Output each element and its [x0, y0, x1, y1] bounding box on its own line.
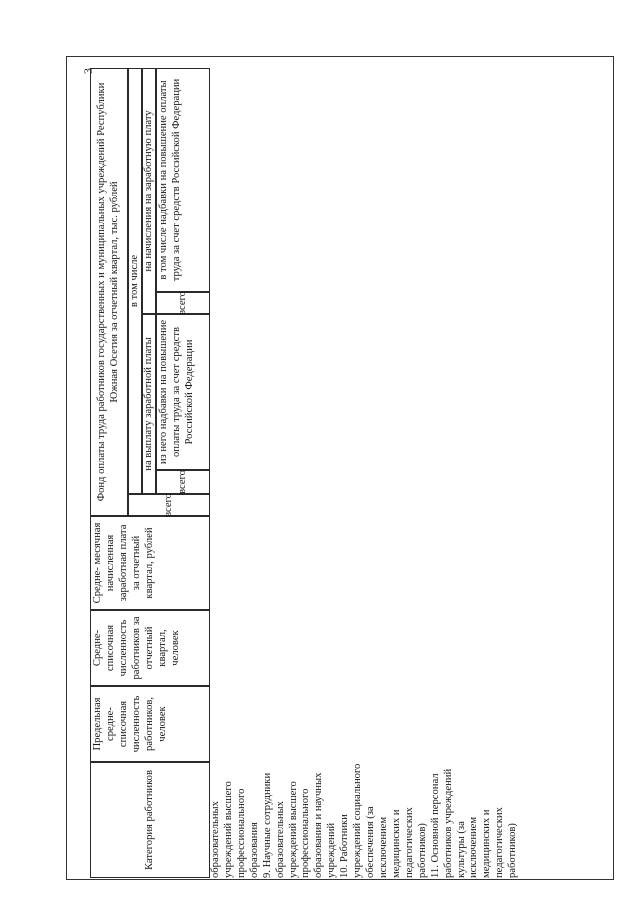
category-line: учреждений высшего	[222, 781, 234, 878]
category-line: работников)	[416, 823, 428, 878]
category-line: образования	[248, 822, 260, 878]
category-line: исключением	[377, 816, 389, 878]
header-accrual-raise: в том числе надбавки на повышение оплаты труда за счет средств Российской Федерации	[156, 68, 210, 292]
header-category: Категория работников	[90, 762, 210, 878]
category-line: образовательных	[210, 801, 221, 878]
category-line: 11. Основной персонал	[429, 773, 441, 878]
header-including: в том числе	[128, 68, 142, 494]
header-avg-salary: Средне- месячная начисленная заработная плата за отчетный квартал, рублей	[90, 516, 210, 610]
category-line: работников)	[507, 823, 519, 878]
category-line: 9. Научные сотрудники	[261, 772, 273, 878]
category-line: образования и научных	[313, 772, 325, 878]
category-column	[210, 762, 519, 878]
category-line: работников учреждений	[442, 768, 454, 878]
category-line: учреждений социального	[352, 763, 364, 878]
category-line: профессионального	[300, 788, 312, 878]
header-payout-total: всего	[156, 470, 210, 494]
header-accrual: на начисления на заработную плату	[142, 68, 156, 314]
header-payout-raise: из него надбавки на повышение оплаты труда за счет средств Российской Федерации	[156, 314, 210, 470]
header-avg-count: Средне- списочная численность работников за отчетный квартал, человек	[90, 610, 210, 686]
category-line: педагогических	[403, 807, 415, 878]
category-line: обеспечения (за	[365, 806, 377, 878]
header-fund-total: всего	[128, 494, 210, 516]
category-line: образовательных	[274, 801, 286, 878]
category-line: культуры (за	[455, 821, 467, 878]
category-line: учреждений высшего	[287, 781, 299, 878]
page-number: 3	[81, 68, 95, 74]
rotated-table	[81, 68, 519, 878]
category-line: педагогических	[494, 807, 506, 878]
category-line: медицинских и	[390, 809, 402, 878]
header-limit-count: Предельная средне- списочная численность работников, человек	[90, 686, 210, 762]
category-line: медицинских и	[481, 809, 493, 878]
category-line: профессионального	[235, 788, 247, 878]
header-payout: на выплату заработной платы	[142, 314, 156, 494]
header-accrual-total: всего	[156, 292, 210, 314]
category-line: 10. Работники	[339, 814, 351, 878]
header-fund: Фонд оплаты труда работников государственных и муниципальных учреждений Республики Южная Осетия за отчетный квартал, тыс. рублей	[90, 68, 128, 516]
category-line: исключением	[468, 816, 480, 878]
category-line: учреждений	[326, 822, 338, 878]
